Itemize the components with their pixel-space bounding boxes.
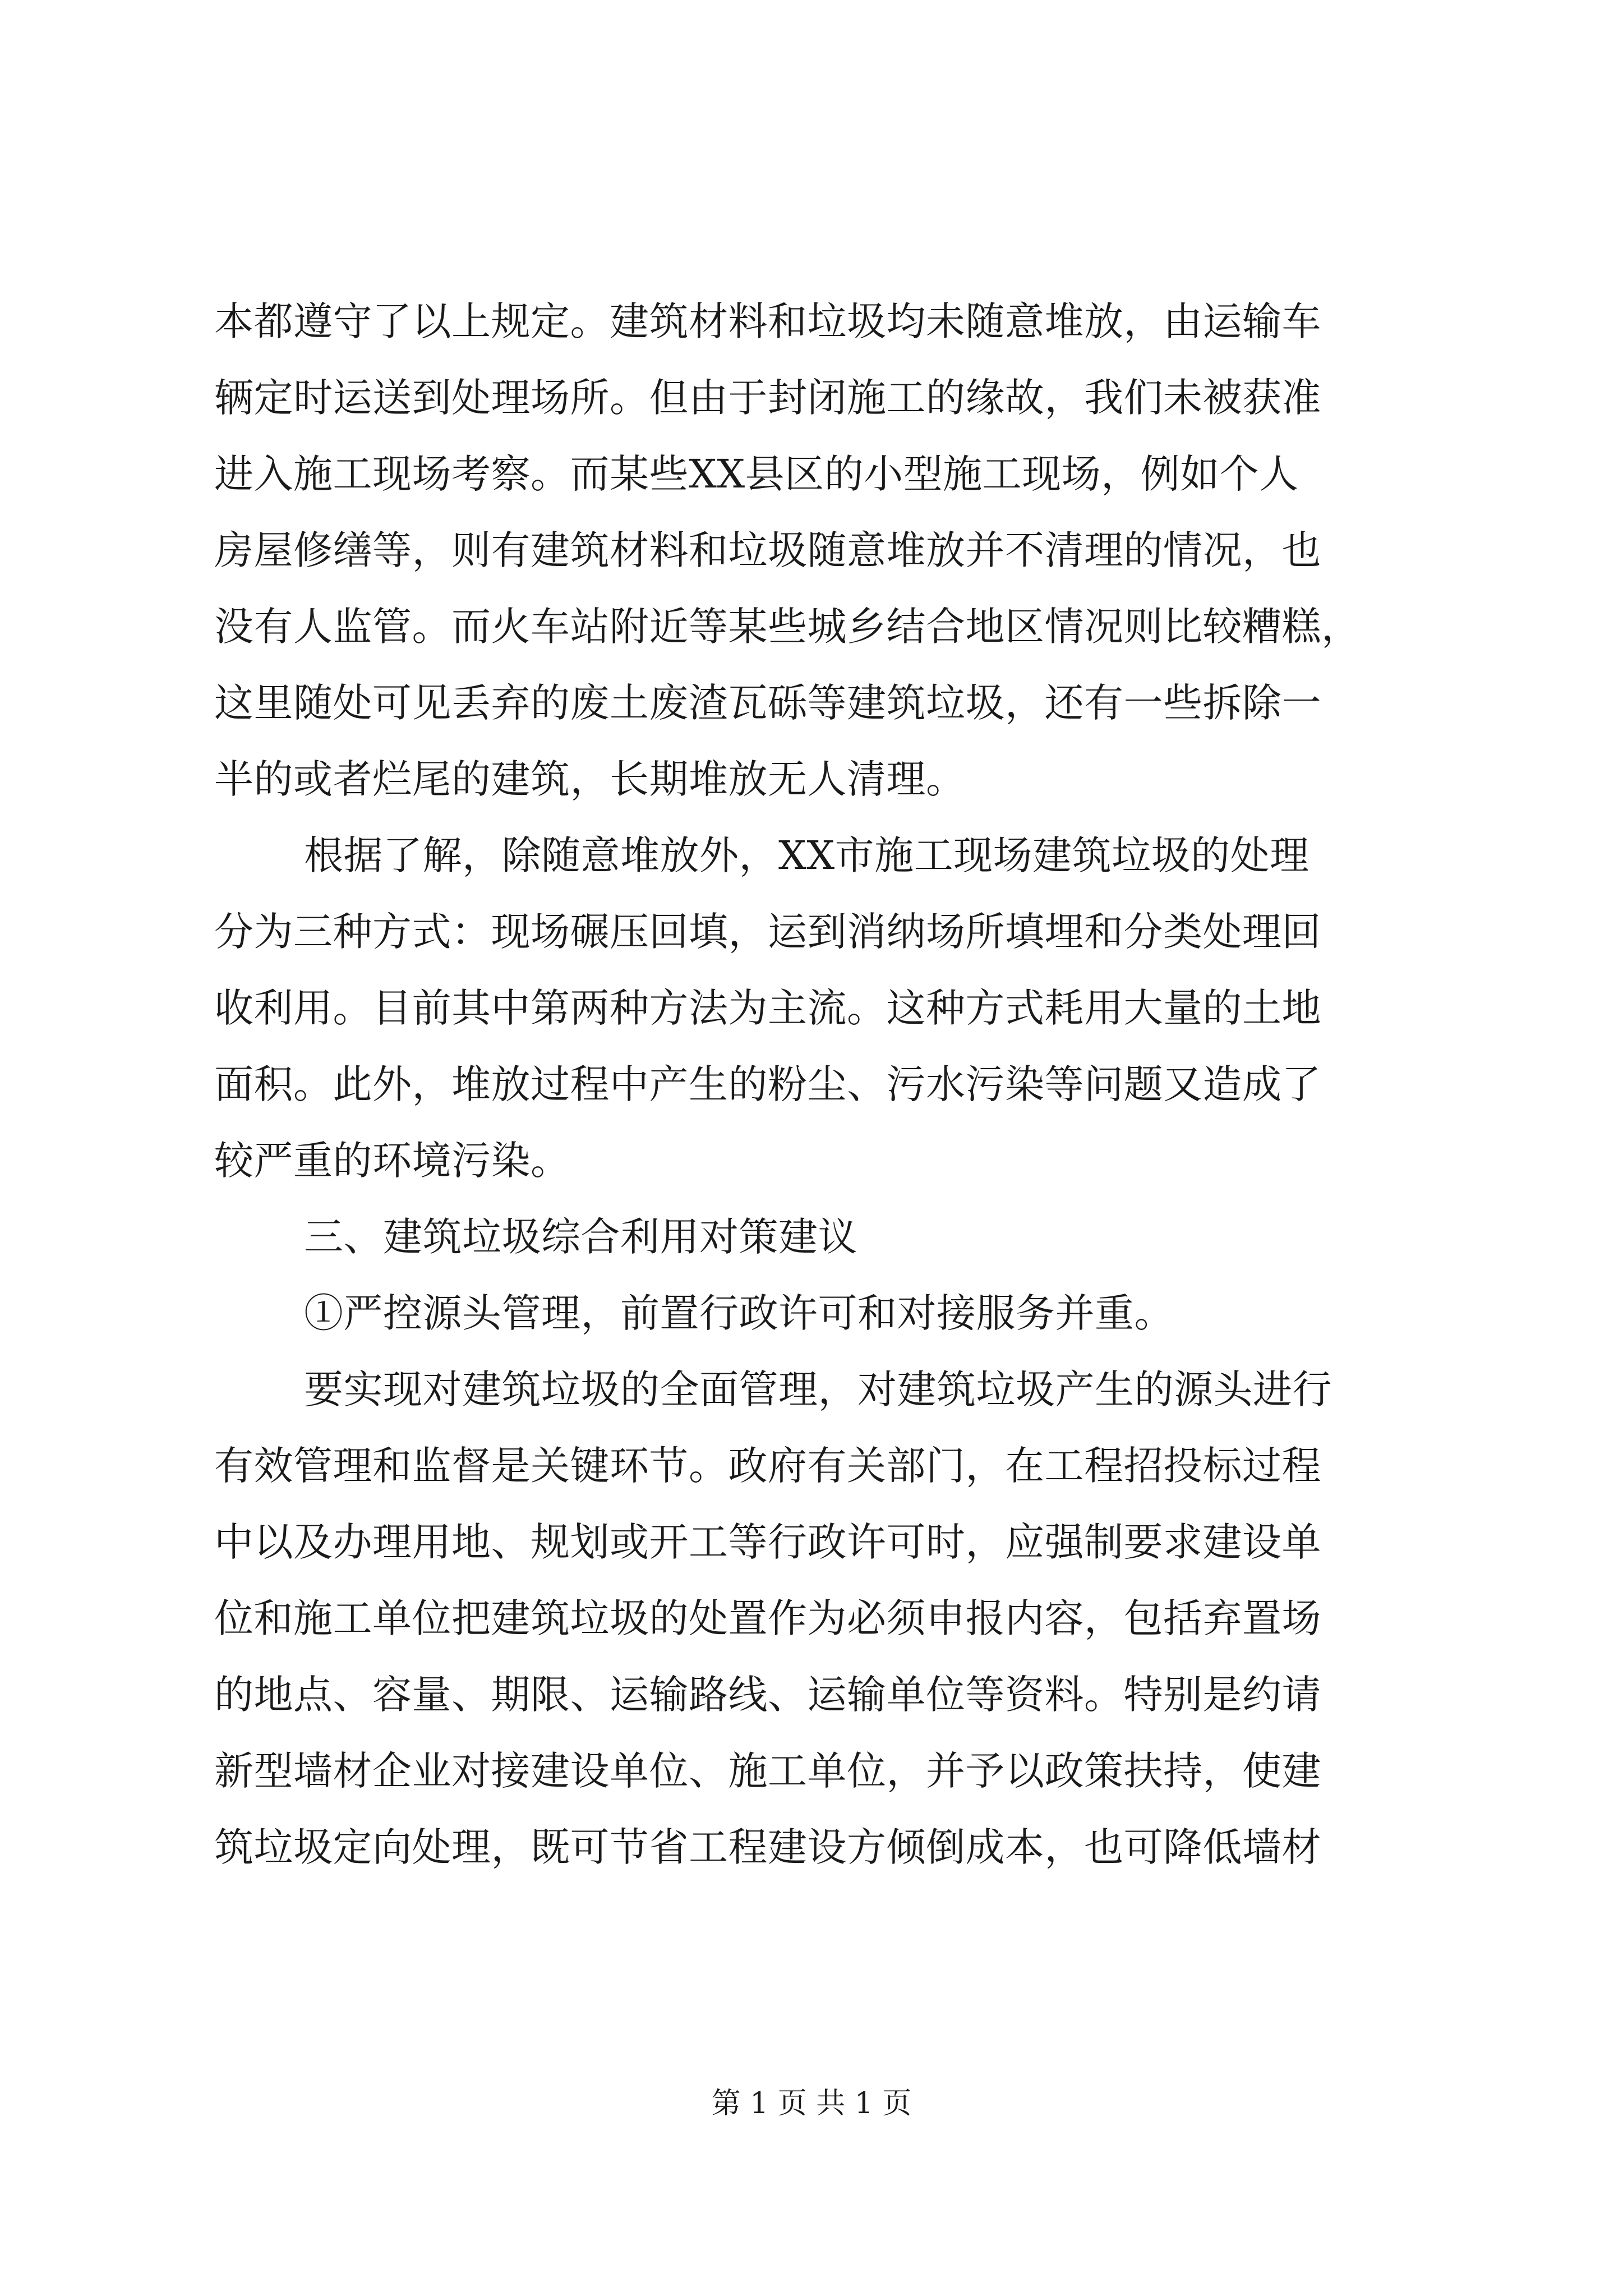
text-line: 这里随处可见丢弃的废土废渣瓦砾等建筑垃圾，还有一些拆除一: [214, 680, 1321, 726]
text-line: 位和施工单位把建筑垃圾的处置作为必须申报内容，包括弃置场: [214, 1595, 1321, 1641]
subsection-heading: ①严控源头管理，前置行政许可和对接服务并重。: [304, 1290, 1174, 1336]
text-line: 有效管理和监督是关键环节。政府有关部门，在工程招投标过程: [214, 1443, 1321, 1489]
text-line: 分为三种方式：现场碾压回填，运到消纳场所填埋和分类处理回: [214, 909, 1321, 955]
text-line: 进入施工现场考察。而某些XX县区的小型施工现场，例如个人: [214, 451, 1299, 497]
text-line: 半的或者烂尾的建筑，长期堆放无人清理。: [214, 756, 966, 802]
text-line: 收利用。目前其中第两种方法为主流。这种方式耗用大量的土地: [214, 985, 1321, 1031]
text-line: 辆定时运送到处理场所。但由于封闭施工的缘故，我们未被获准: [214, 375, 1321, 421]
text-line: 中以及办理用地、规划或开工等行政许可时，应强制要求建设单: [214, 1519, 1321, 1565]
page-number-label: 第 1 页 共 1 页: [711, 2087, 912, 2120]
section-heading: 三、建筑垃圾综合利用对策建议: [304, 1214, 857, 1260]
text-line: 房屋修缮等，则有建筑材料和垃圾随意堆放并不清理的情况，也: [214, 527, 1321, 573]
paragraph-first-line: 根据了解，除随意堆放外，XX市施工现场建筑垃圾的处理: [304, 832, 1310, 878]
document-body: [214, 283, 1409, 1885]
text-line: 筑垃圾定向处理，既可节省工程建设方倾倒成本，也可降低墙材: [214, 1824, 1321, 1870]
text-line: 新型墙材企业对接建设单位、施工单位，并予以政策扶持，使建: [214, 1748, 1321, 1794]
text-line: 的地点、容量、期限、运输路线、运输单位等资料。特别是约请: [214, 1672, 1321, 1718]
text-line: 面积。此外，堆放过程中产生的粉尘、污水污染等问题又造成了: [214, 1061, 1321, 1107]
text-line: 本都遵守了以上规定。建筑材料和垃圾均未随意堆放，由运输车: [214, 298, 1321, 344]
page-footer: [0, 2087, 1623, 2120]
text-line: 没有人监管。而火车站附近等某些城乡结合地区情况则比较糟糕，: [214, 604, 1361, 650]
text-line: 较严重的环境污染。: [214, 1138, 570, 1184]
paragraph-first-line: 要实现对建筑垃圾的全面管理，对建筑垃圾产生的源头进行: [304, 1366, 1332, 1412]
